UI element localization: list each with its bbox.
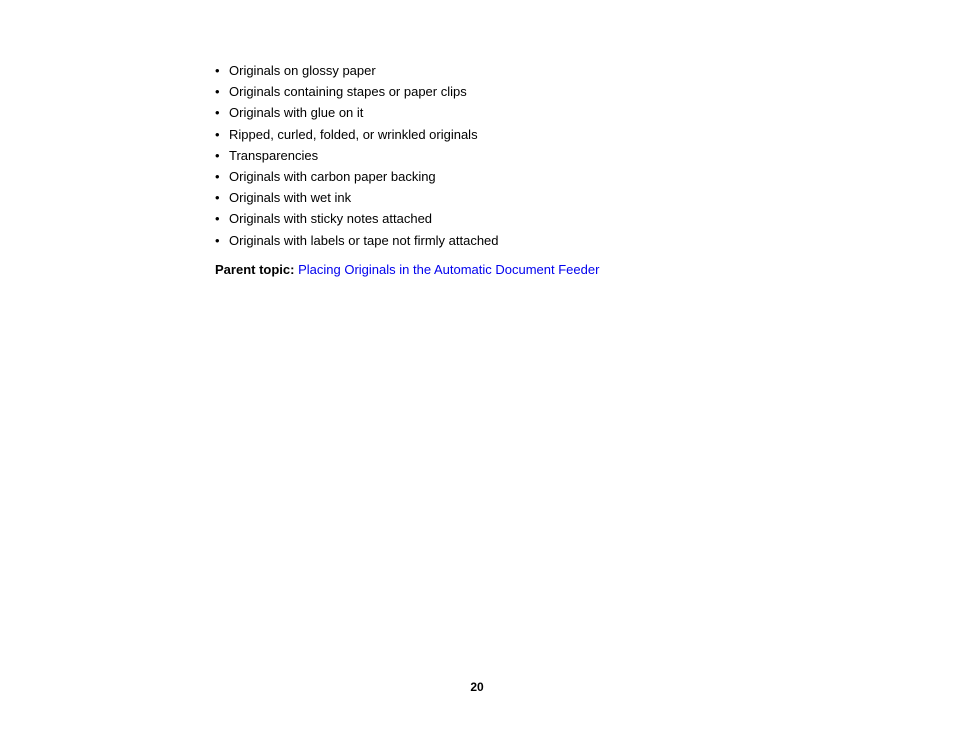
bullet-icon: • bbox=[215, 63, 220, 78]
bullet-icon: • bbox=[215, 147, 220, 163]
bullet-icon: • bbox=[215, 190, 220, 206]
list-item-text: Transparencies bbox=[229, 147, 319, 163]
list-item-text: Originals containing stapes or paper clips bbox=[229, 84, 467, 100]
list-item-text: Originals on glossy paper bbox=[229, 63, 376, 78]
list-item-text: Originals with labels or tape not firmly attached bbox=[229, 232, 499, 248]
bullet-icon: • bbox=[215, 126, 220, 142]
list-item-text: Originals with carbon paper backing bbox=[229, 168, 436, 184]
parent-topic-label: Parent topic: bbox=[215, 262, 295, 277]
parent-topic bbox=[215, 261, 599, 279]
bullet-icon: • bbox=[215, 232, 220, 248]
bullet-icon: • bbox=[215, 105, 220, 121]
list-item-text: Originals with sticky notes attached bbox=[229, 211, 433, 227]
list-item-text: Originals with wet ink bbox=[229, 190, 352, 206]
bullet-icon: • bbox=[215, 211, 220, 227]
list-item-text: Ripped, curled, folded, or wrinkled originals bbox=[229, 126, 478, 142]
page-number: 20 bbox=[470, 680, 484, 694]
list-item-text: Originals with glue on it bbox=[229, 105, 364, 121]
bullet-icon: • bbox=[215, 84, 220, 100]
bullet-icon: • bbox=[215, 168, 220, 184]
parent-topic-link[interactable]: Placing Originals in the Automatic Document Feeder bbox=[298, 262, 600, 277]
